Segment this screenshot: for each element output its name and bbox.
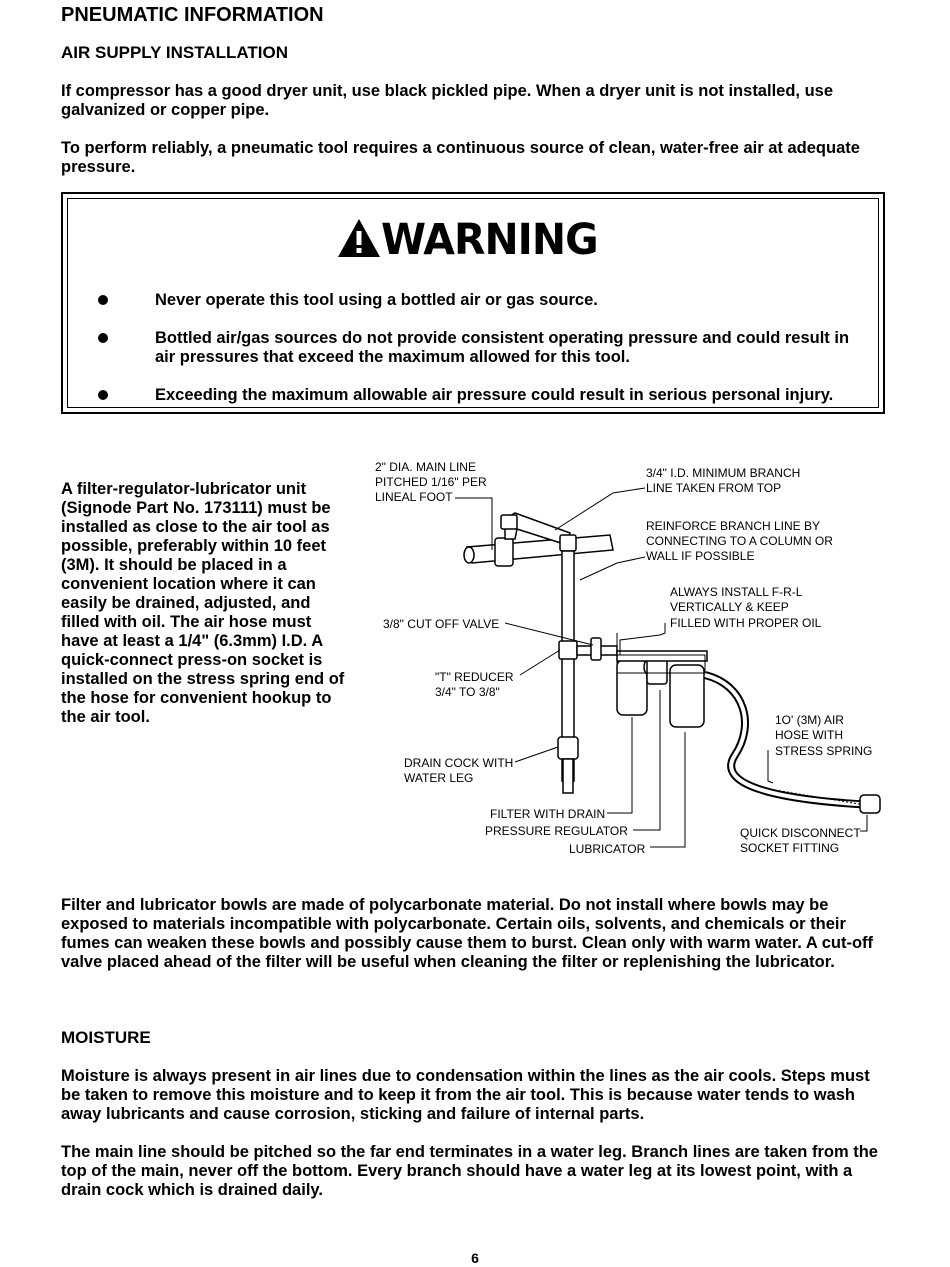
warning-title: WARNING — [380, 215, 598, 265]
lubricator-label: LUBRICATOR — [569, 842, 646, 856]
branch-tee — [560, 535, 576, 551]
air-supply-paragraph-1: If compressor has a good dryer unit, use black pickled pipe. When a dryer unit is not installed, use galvanized or copper pipe. — [61, 82, 834, 119]
air-supply-diagram-svg — [355, 455, 895, 865]
always-install-label-3: FILLED WITH PROPER OIL — [670, 616, 822, 630]
moisture-heading: MOISTURE — [61, 1028, 151, 1047]
bullet-icon — [98, 333, 108, 343]
frl-paragraph: A filter-regulator-lubricator unit (Signode Part No. 173111) must be installed as close to the air tool as possible, preferably within 10 feet (3M). It should be placed in a convenient location where it can easily be drained, adjusted, and filled with oil. The air hose must have at least a 1/4" (6.3mm) I.D. A quick-connect press-on socket is installed on the stress spring end of the hose for convenient hookup to the air tool. — [61, 480, 345, 726]
warning-item-text: Never operate this tool using a bottled air or gas source. — [155, 291, 598, 309]
reinforce-label-3: WALL IF POSSIBLE — [646, 549, 755, 563]
main-line-pipe-end — [464, 547, 474, 563]
branch-label-1: 3/4" I.D. MINIMUM BRANCH — [646, 466, 801, 480]
warning-header — [68, 217, 878, 263]
warning-item-text: Exceeding the maximum allowable air pressure could result in serious personal injury. — [155, 386, 834, 404]
main-line-label-3: LINEAL FOOT — [375, 490, 453, 504]
t-reducer-label-2: 3/4" TO 3/8" — [435, 685, 500, 699]
hose-label-1: 1O' (3M) AIR — [775, 713, 844, 727]
t-reducer-fitting — [559, 641, 577, 659]
pressure-regulator — [647, 659, 667, 684]
quick-disconnect-socket — [860, 795, 880, 813]
air-supply-paragraph-2: To perform reliably, a pneumatic tool requires a continuous source of clean, water-free air at adequate pressure. — [61, 139, 860, 176]
reinforce-label-2: CONNECTING TO A COLUMN OR — [646, 534, 833, 548]
bullet-icon — [98, 390, 108, 400]
warning-triangle-icon — [337, 217, 381, 259]
hose-label-2: HOSE WITH — [775, 728, 843, 742]
branch-elbow — [501, 515, 517, 529]
quick-disconnect-label-2: SOCKET FITTING — [740, 841, 840, 855]
lubricator-bowl — [670, 665, 704, 727]
bullet-icon — [98, 295, 108, 305]
warning-box — [61, 192, 885, 414]
air-supply-diagram — [355, 455, 895, 865]
main-line-coupling — [495, 538, 513, 566]
water-leg-pipe — [563, 759, 573, 793]
drain-cock-fitting — [558, 737, 578, 759]
frl-manifold — [617, 651, 707, 661]
moisture-paragraph-2: The main line should be pitched so the far end terminates in a water leg. Branch lines are taken from the top of the main, never off the bottom. Every branch should have a water leg at its lowest point, with a drain cock which is drained daily. — [61, 1143, 878, 1199]
main-line-label-1: 2" DIA. MAIN LINE — [375, 460, 476, 474]
drain-cock-label-1: DRAIN COCK WITH — [404, 756, 514, 770]
page-title: PNEUMATIC INFORMATION — [61, 4, 324, 26]
branch-label-2: LINE TAKEN FROM TOP — [646, 481, 782, 495]
filter-label: FILTER WITH DRAIN — [490, 807, 606, 821]
page-number: 6 — [471, 1250, 479, 1266]
hose-label-3: STRESS SPRING — [775, 744, 873, 758]
main-line-label-2: PITCHED 1/16" PER — [375, 475, 487, 489]
cut-off-valve — [591, 638, 601, 660]
reinforce-label-1: REINFORCE BRANCH LINE BY — [646, 519, 821, 533]
always-install-label-2: VERTICALLY & KEEP — [670, 600, 789, 614]
moisture-paragraph-1: Moisture is always present in air lines due to condensation within the lines as the air cools. Steps must be taken to remove this moisture and to keep it from the air tool. This is because water tends to wash away lubricants and cause corrosion, sticking and failure of internal parts. — [61, 1067, 870, 1123]
warning-item-text: Bottled air/gas sources do not provide consistent operating pressure and could result in air pressures that exceed the maximum allowed for this tool. — [155, 329, 850, 366]
t-reducer-label-1: "T" REDUCER — [435, 670, 514, 684]
bowls-paragraph: Filter and lubricator bowls are made of polycarbonate material. Do not install where bowls may be exposed to materials incompatible with polycarbonate. Certain oils, solvents, and chemicals or their fumes can weaken these bowls and possibly cause them to burst. Clean only with warm water. A cut-off valve placed ahead of the filter will be useful when cleaning the filter or replenishing the lubricator. — [61, 896, 874, 971]
drain-cock-label-2: WATER LEG — [404, 771, 474, 785]
filter-bowl — [617, 660, 647, 715]
quick-disconnect-label-1: QUICK DISCONNECT — [740, 826, 861, 840]
always-install-label-1: ALWAYS INSTALL F-R-L — [670, 585, 803, 599]
air-supply-heading: AIR SUPPLY INSTALLATION — [61, 43, 289, 62]
regulator-label: PRESSURE REGULATOR — [485, 824, 628, 838]
cut-off-valve-label: 3/8" CUT OFF VALVE — [383, 617, 500, 631]
